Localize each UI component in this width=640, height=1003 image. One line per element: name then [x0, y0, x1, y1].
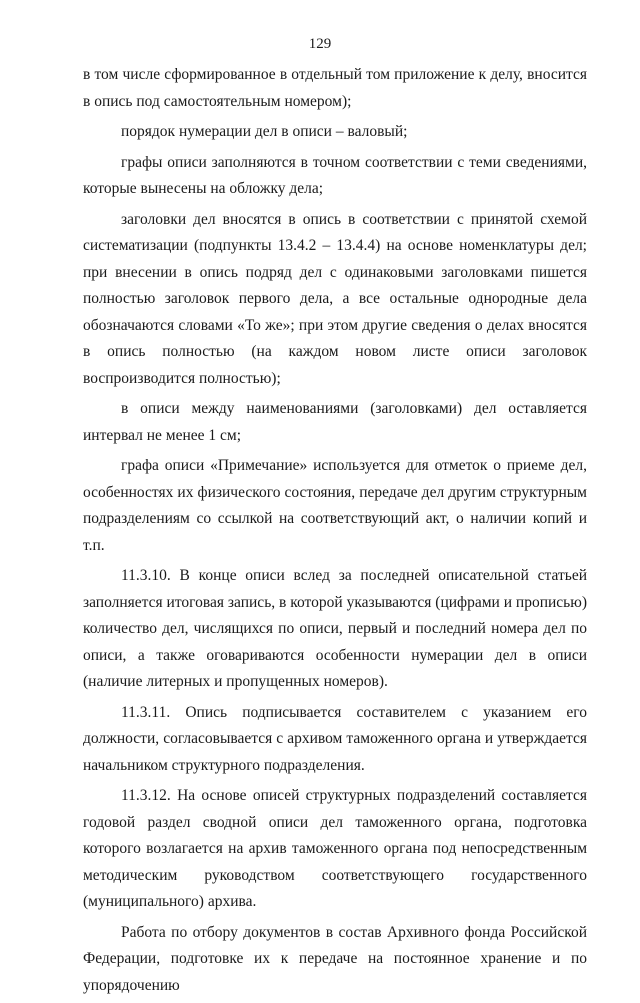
paragraph-5: в описи между наименованиями (заголовками) дел оставляется интервал не менее 1 см; — [83, 400, 587, 444]
paragraph-2: порядок нумерации дел в описи – валовый; — [121, 123, 408, 140]
page-number: 129 — [308, 36, 332, 52]
paragraph-10: Работа по отбору документов в состав Архивного фонда Российской Федерации, подготовке их к передаче на постоянное хранение и по упорядочению — [83, 923, 587, 994]
paragraph-3: графы описи заполняются в точном соответствии с теми сведениями, которые вынесены на обложку дела; — [83, 153, 587, 197]
paragraph-4: заголовки дел вносятся в опись в соответствии с принятой схемой систематизации (подпункты 13.4.2 – 13.4.4) на основе номенклатуры дел; при внесении в опись подряд дел с одинаковыми заголовками пишется полностью заголовок первого дела, а все остальные однородные дела обозначаются словами «То же»; при этом другие сведения о делах вносятся в опись полностью (на каждом новом листе описи заголовок воспроизводится полностью); — [83, 210, 587, 387]
paragraph-1: в том числе сформированное в отдельный том приложение к делу, вносится в опись под самостоятельным номером); — [83, 66, 587, 110]
paragraph-8: 11.3.11. Опись подписывается составителем с указанием его должности, согласовывается с архивом таможенного органа и утверждается начальником структурного подразделения. — [83, 703, 587, 774]
paragraph-9: 11.3.12. На основе описей структурных подразделений составляется годовой раздел сводной описи дел таможенного органа, подготовка которого возлагается на архив таможенного органа под непосредственным методическим руководством соответствующего государственного (муниципального) архива. — [83, 787, 587, 910]
paragraph-7: 11.3.10. В конце описи вслед за последней описательной статьей заполняется итоговая запись, в которой указываются (цифрами и прописью) количество дел, числящихся по описи, первый и последний номера дел по описи, а также оговариваются особенности нумерации дел в описи (наличие литерных и пропущенных номеров). — [83, 567, 587, 690]
paragraph-6: графа описи «Примечание» используется для отметок о приеме дел, особенностях их физического состояния, передаче дел другим структурным подразделениям со ссылкой на соответствующий акт, о наличии копий и т.п. — [83, 457, 587, 554]
document-body — [83, 62, 587, 1003]
